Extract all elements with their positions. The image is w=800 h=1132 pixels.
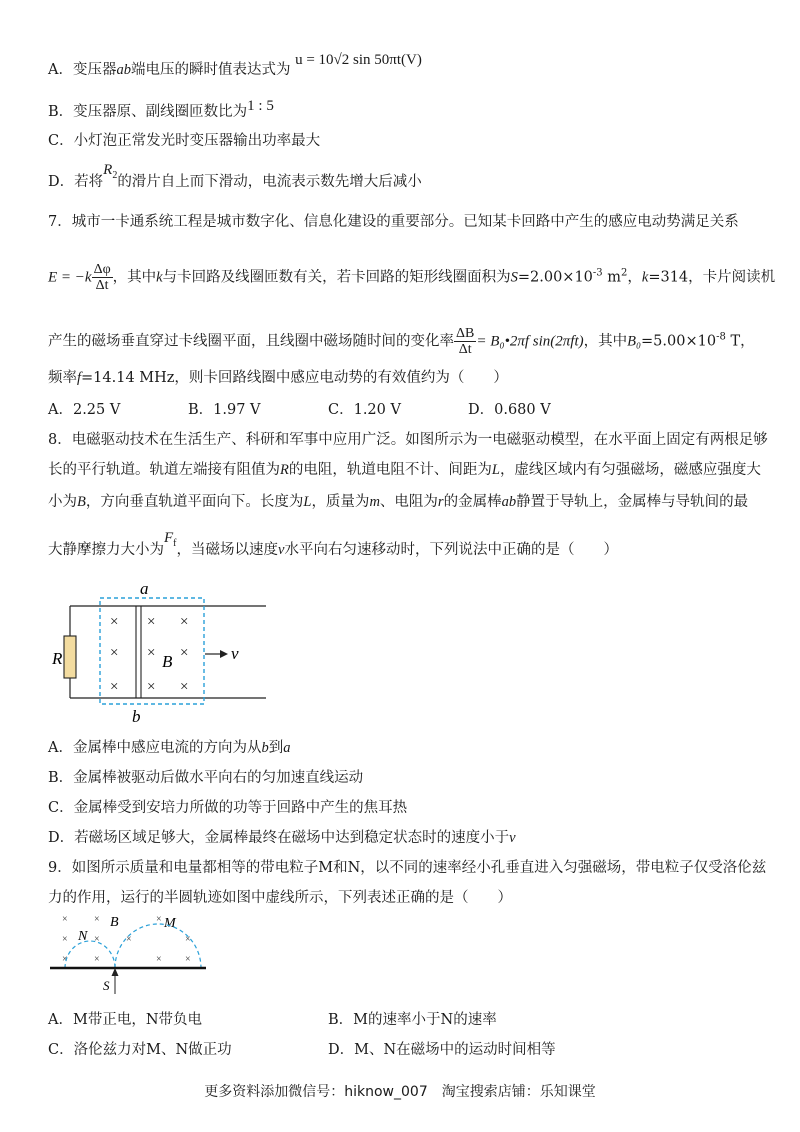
q6-d-r2-sub: 2 (112, 170, 118, 181)
cross-mark: × (110, 614, 119, 630)
q7-line4: 频率f=14.14 MHz，则卡回路线圈中感应电动势的有效值约为（ ） (48, 370, 508, 386)
q6-a-ab: ab (116, 62, 131, 78)
q7-option-a: A．2.25 V (48, 402, 121, 418)
cross-mark: × (147, 645, 156, 661)
q6-a-text2: 端电压的瞬时值表达式为 (130, 62, 291, 78)
q6-a-text: A．变压器 (48, 62, 117, 78)
cross-mark: × (147, 679, 156, 695)
q8-option-c: C．金属棒受到安培力所做的功等于回路中产生的焦耳热 (48, 800, 408, 816)
label-M: M (164, 916, 176, 931)
q9-option-d: D．M、N在磁场中的运动时间相等 (328, 1042, 556, 1058)
q8-line4: 大静摩擦力大小为$F_f$，当磁场以速度v水平向右匀速移动时，下列说法中正确的是（ ） (48, 530, 618, 558)
q6-option-a (48, 52, 422, 80)
trajectory-n (65, 941, 115, 968)
q6-b-formula: 1 : 5 (247, 98, 274, 114)
label-v: v (231, 644, 239, 663)
cross-mark: × (180, 614, 189, 630)
cross-mark: × (126, 934, 132, 945)
cross-mark: × (62, 954, 68, 965)
q8-line1: 8．电磁驱动技术在生活生产、科研和军事中应用广泛。如图所示为一电磁驱动模型，在水平面上固定有两根足够 (48, 432, 768, 448)
q6-d-text2: 的滑片自上而下滑动，电流表示数先增大后减小 (117, 174, 422, 190)
label-B: B (162, 652, 173, 671)
q7-rate-rhs: = B₀•2πf sin(2πft) (476, 333, 584, 350)
q9-option-c: C．洛伦兹力对M、N做正功 (48, 1042, 232, 1058)
cross-mark: × (185, 934, 191, 945)
q8-line3: 小为B，方向垂直轨道平面向下。长度为L，质量为m、电阻为r的金属棒ab静置于导轨上，金属棒与导轨间的最 (48, 494, 749, 510)
q7-option-c: C．1.20 V (328, 402, 401, 418)
q6-option-c: C．小灯泡正常发光时变压器输出功率最大 (48, 133, 321, 149)
q8-option-b: B．金属棒被驱动后做水平向右的匀加速直线运动 (48, 770, 364, 786)
cross-mark: × (62, 914, 68, 925)
label-r: R (52, 649, 63, 668)
cross-mark: × (156, 954, 162, 965)
q9-line2: 力的作用，运行的半圆轨迹如图中虚线所示，下列表述正确的是（ ） (48, 890, 512, 906)
q9-line1: 9．如图所示质量和电量都相等的带电粒子M和N，以不同的速率经小孔垂直进入匀强磁场，带电粒子仅受洛伦兹 (48, 860, 767, 876)
q9-figure (48, 910, 213, 996)
q6-d-r2: R (103, 162, 113, 178)
page-footer: 更多资料添加微信号：hiknow_007 淘宝搜索店铺：乐知课堂 (204, 1084, 596, 1100)
q7-option-d: D．0.680 V (468, 402, 551, 418)
velocity-arrowhead (220, 650, 228, 658)
q8-figure (48, 578, 278, 726)
label-a: a (140, 579, 149, 598)
q8-line2: 长的平行轨道。轨道左端接有阻值为R的电阻，轨道电阻不计、间距为L，虚线区域内有匀强磁场，磁感应强度大 (48, 462, 761, 478)
cross-mark: × (156, 914, 162, 925)
q7-eq-lhs: E = −k (48, 269, 92, 286)
cross-mark: × (180, 645, 189, 661)
cross-mark: × (94, 914, 100, 925)
q7-rate-frac: $\frac{\Delta B}{\Delta t}$ (456, 326, 475, 357)
q9-option-a: A．M带正电，N带负电 (48, 1012, 203, 1028)
cross-mark: × (94, 934, 100, 945)
cross-mark: × (94, 954, 100, 965)
cross-mark: × (62, 934, 68, 945)
q6-option-b (48, 98, 274, 122)
label-S: S (103, 978, 110, 993)
q7-line3: 产生的磁场垂直穿过卡线圈平面，且线圈中磁场随时间的变化率 $\frac{\Delta B}{\Delta t}$ = B₀•2πf sin(2πft)，其中$B_0=5.00\times 10^{-8}$ T， (48, 326, 755, 357)
q9-option-b: B．M的速率小于N的速率 (328, 1012, 497, 1028)
label-b: b (132, 707, 141, 726)
q8-option-a: A．金属棒中感应电流的方向为从b到a (48, 740, 291, 756)
q7-option-b: B．1.97 V (188, 402, 261, 418)
resistor (64, 636, 76, 678)
cross-mark: × (180, 679, 189, 695)
q6-b-text: B．变压器原、副线圈匝数比为 (48, 104, 248, 120)
q6-option-d (48, 162, 422, 198)
cross-mark: × (110, 679, 119, 695)
cross-mark: × (147, 614, 156, 630)
q7-line1: 7．城市一卡通系统工程是城市数字化、信息化建设的重要部分。已知某卡回路中产生的感应电动势满足关系 (48, 214, 739, 230)
q7-eq-frac: $\frac{\Delta\varphi}{\Delta t}$ (93, 262, 111, 293)
label-B: B (110, 915, 119, 930)
cross-mark: × (185, 954, 191, 965)
q7-line2: E = −k $\frac{\Delta\varphi}{\Delta t}$ ，其中k与卡回路及线圈匝数有关，若卡回路的矩形线圈面积为$S=2.00\times 10^{-3}$ $m^2$，k=314，卡片阅读机 (48, 262, 776, 293)
cross-mark: × (110, 645, 119, 661)
q6-d-text1: D．若将 (48, 174, 104, 190)
label-N: N (78, 929, 88, 944)
q6-a-formula: u = 10√2 sin 50πt(V) (295, 52, 422, 68)
q8-option-d: D．若磁场区域足够大，金属棒最终在磁场中达到稳定状态时的速度小于v (48, 830, 516, 846)
